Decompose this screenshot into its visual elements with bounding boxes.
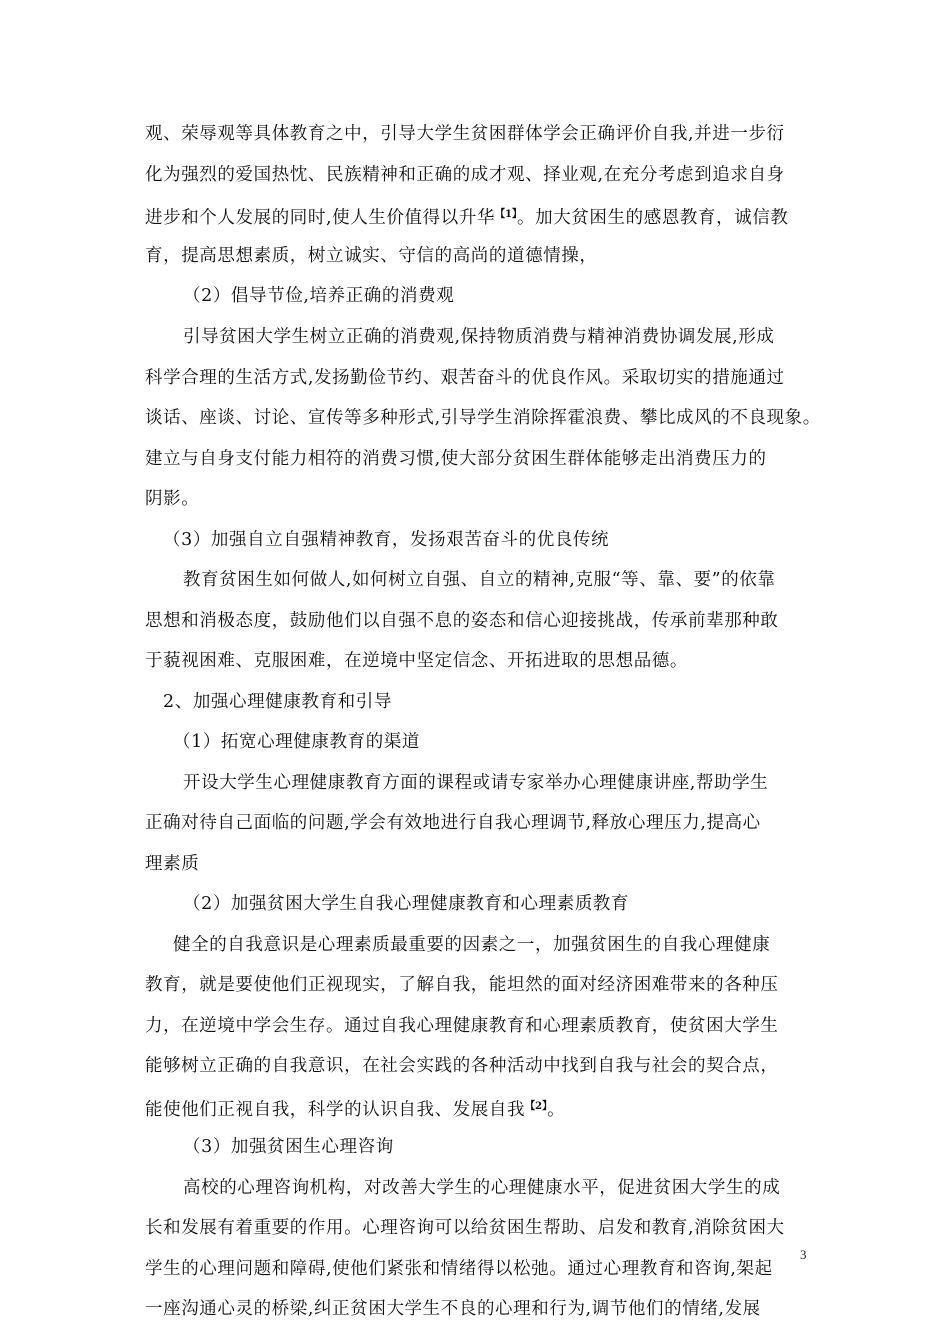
body-text-line: 开设大学生心理健康教育方面的课程或请专家举办心理健康讲座,帮助学生 bbox=[183, 773, 769, 793]
section-heading: 2、加强心理健康教育和引导 bbox=[163, 692, 392, 712]
body-text-line: 学生的心理问题和障碍,使他们紧张和情绪得以松弛。通过心理教育和咨询,架起 bbox=[145, 1259, 773, 1279]
body-text-line: 一座沟通心灵的桥梁,纠正贫困大学生不良的心理和行为,调节他们的情绪,发展 bbox=[145, 1299, 761, 1319]
subheading: （2）倡导节俭,培养正确的消费观 bbox=[183, 286, 455, 306]
subheading: （1）拓宽心理健康教育的渠道 bbox=[173, 732, 421, 752]
body-text-line bbox=[145, 203, 789, 230]
body-text-line: 育，提高思想素质，树立诚实、守信的高尚的道德情操， bbox=[145, 246, 598, 266]
body-text-segment: 进步和个人发展的同时,使人生价值得以升华 bbox=[145, 208, 496, 228]
body-text-line: 于藐视困难、克服困难，在逆境中坚定信念、开拓进取的思想品德。 bbox=[145, 651, 688, 671]
body-text-line: 健全的自我意识是心理素质最重要的因素之一，加强贫困生的自我心理健康 bbox=[173, 935, 771, 955]
body-text-line: 科学合理的生活方式,发扬勤俭节约、艰苦奋斗的优良作风。采取切实的措施通过 bbox=[145, 368, 785, 388]
body-text-line: 高校的心理咨询机构，对改善大学生的心理健康水平，促进贫困大学生的成 bbox=[183, 1178, 781, 1198]
body-text-line: 阴影。 bbox=[145, 489, 200, 509]
body-text-line: 思想和消极态度，鼓励他们以自强不息的姿态和信心迎接挑战，传承前辈那种敢 bbox=[145, 611, 779, 631]
body-text-line: 长和发展有着重要的作用。心理咨询可以给贫困生帮助、启发和教育,消除贫困大 bbox=[145, 1218, 785, 1238]
body-text-line: 观、荣辱观等具体教育之中，引导大学生贫困群体学会正确评价自我,并进一步衍 bbox=[145, 124, 785, 144]
body-text-line: 能够树立正确的自我意识，在社会实践的各种活动中找到自我与社会的契合点， bbox=[145, 1056, 779, 1076]
body-text-line: 理素质 bbox=[145, 854, 200, 874]
citation-ref: 【2】 bbox=[525, 1101, 548, 1112]
subheading: （2）加强贫困大学生自我心理健康教育和心理素质教育 bbox=[183, 894, 630, 914]
body-text-line: 力，在逆境中学会生存。通过自我心理健康教育和心理素质教育，使贫困大学生 bbox=[145, 1016, 779, 1036]
citation-ref: 【1】 bbox=[495, 209, 518, 220]
body-text-line: 建立与自身支付能力相符的消费习惯,使大部分贫困生群体能够走出消费压力的 bbox=[145, 449, 767, 469]
body-text-line bbox=[145, 1095, 565, 1122]
subheading: （3）加强贫困生心理咨询 bbox=[183, 1137, 394, 1157]
body-text-line: 正确对待自己面临的问题,学会有效地进行自我心理调节,释放心理压力,提高心 bbox=[145, 813, 761, 833]
body-text-segment: 能使他们正视自我，科学的认识自我、发展自我 bbox=[145, 1100, 526, 1120]
body-text-line: 教育，就是要使他们正视现实，了解自我，能坦然的面对经济困难带来的各种压 bbox=[145, 975, 779, 995]
body-text-line: 化为强烈的爱国热忱、民族精神和正确的成才观、择业观,在充分考虑到追求自身 bbox=[145, 165, 785, 185]
body-text-segment: 。加大贫困生的感恩教育，诚信教 bbox=[517, 208, 789, 228]
body-text-line: 谈话、座谈、讨论、宣传等多种形式,引导学生消除挥霍浪费、攀比成风的不良现象。 bbox=[145, 408, 821, 428]
body-text-line: 教育贫困生如何做人,如何树立自强、自立的精神,克服“等、靠、要”的依靠 bbox=[183, 570, 776, 590]
body-text-line: 引导贫困大学生树立正确的消费观,保持物质消费与精神消费协调发展,形成 bbox=[183, 327, 775, 347]
subheading: （3）加强自立自强精神教育，发扬艰苦奋斗的优良传统 bbox=[163, 530, 610, 550]
page-number: 3 bbox=[800, 1247, 807, 1262]
body-text-segment: 。 bbox=[547, 1100, 566, 1120]
